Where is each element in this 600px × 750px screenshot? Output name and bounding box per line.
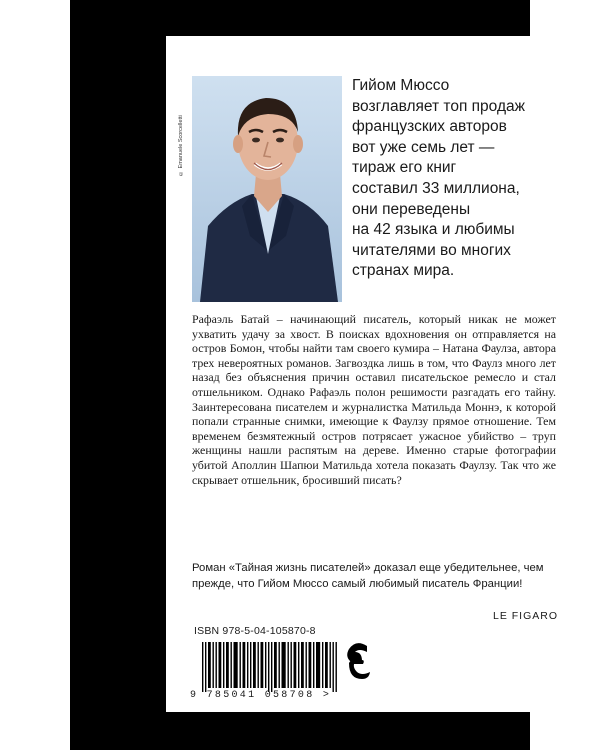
barcode-digits: 9 785041 058708 > <box>190 690 332 701</box>
author-portrait-illustration <box>192 76 342 302</box>
cover-page <box>166 36 574 712</box>
author-bio: Гийом Мюссо возглавляет топ продаж французских авторов вот уже семь лет — тираж его книг составил 33 миллиона, они переведены на 42 языка и любимы читателями во многих странах мира. <box>352 77 525 280</box>
quote-source: LE FIGARO <box>492 610 558 622</box>
isbn-label: ISBN 978-5-04-105870-8 <box>194 625 316 637</box>
barcode-icon <box>202 642 338 692</box>
press-quote: Роман «Тайная жизнь писателей» доказал еще убедительнее, чем прежде, что Гийом Мюссо самый любимый писатель Франции! <box>192 562 544 590</box>
photo-credit: © Emanuele Scorcelletti <box>178 115 184 176</box>
author-photo <box>192 76 342 302</box>
book-back-cover <box>70 0 558 750</box>
book-synopsis: Рафаэль Батай – начинающий писатель, который никак не может ухватить удачу за хвост. В поисках вдохновения он отправляется на остров Бомон, чтобы найти там своего кумира – Натана Фаулза, автора трех невероятных романов. Загвоздка лишь в том, что Фаулз много лет назад без объяснения причин оставил писательское ремесло и стал отшельником. Однако Рафаэль полон решимости разгадать его тайну. Заинтересована писателем и журналистка Матильда Моннэ, к которой попали странные снимки, имеющие к Фаулзу прямое отношение. Тем временем безмятежный остров потрясает ужасное убийство – труп женщины нашли распятым на дереве. Именно старые фотографии убитой Аполлин Шапюи Матильда хотела показать Фаулзу. Так что же скрывает отшельник, бросивший писать? <box>192 312 556 487</box>
barcode-block <box>190 642 342 702</box>
eksmo-logo-icon <box>345 639 371 681</box>
